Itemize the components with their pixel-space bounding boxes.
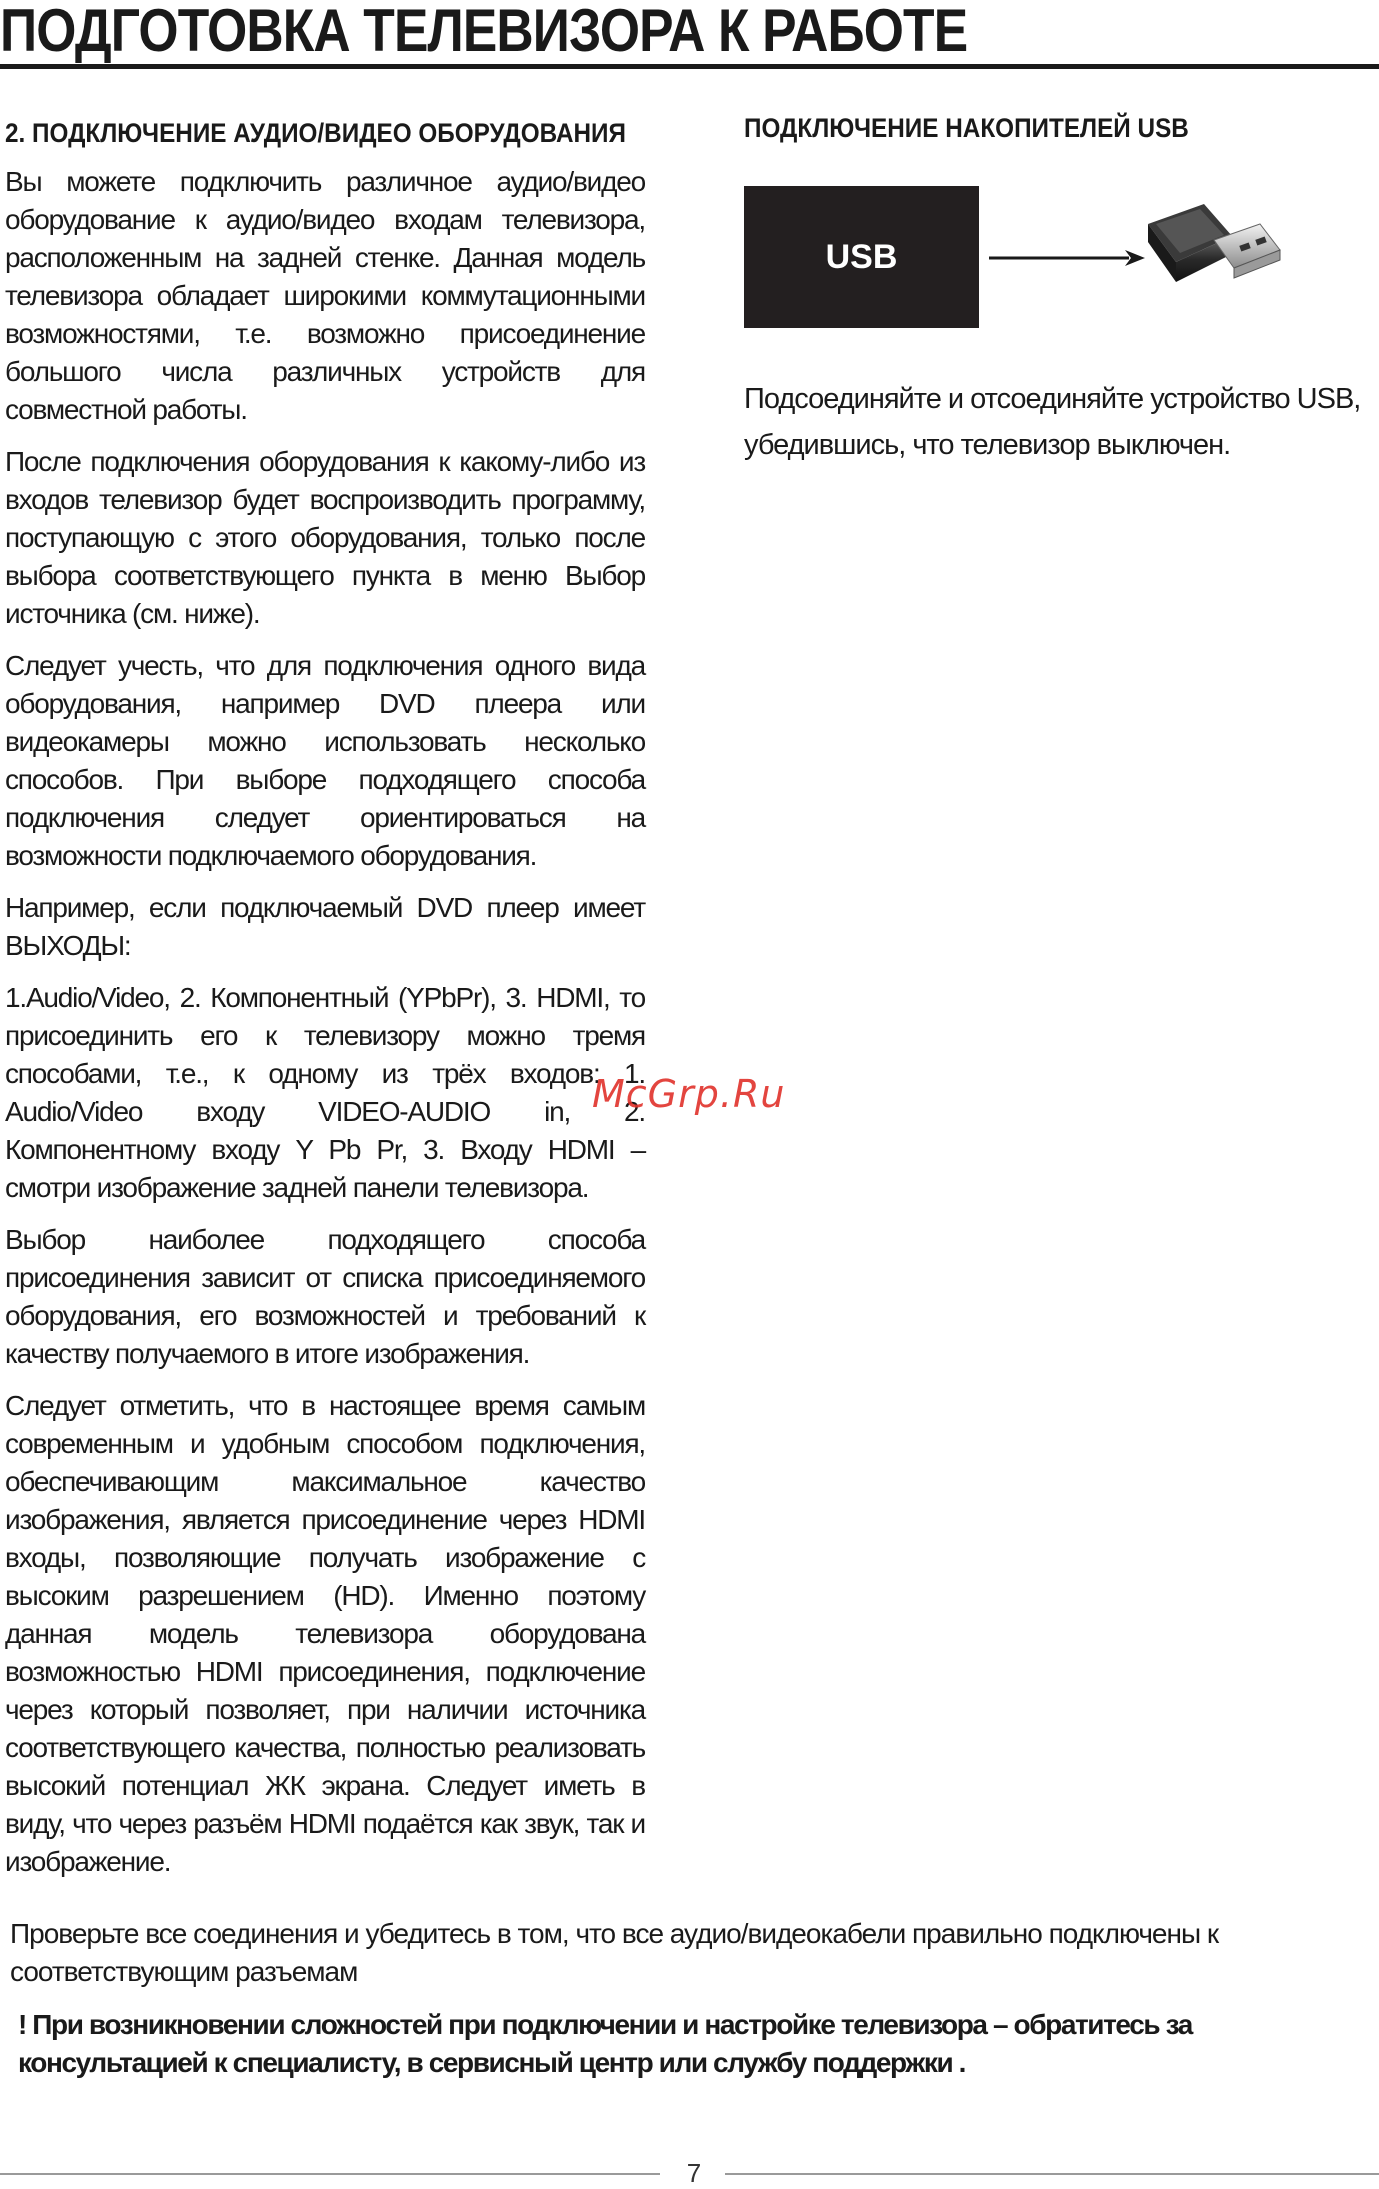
right-column (744, 110, 1364, 468)
page-number: 7 (686, 2158, 702, 2188)
paragraph: Например, если подключаемый DVD плеер имеет ВЫХОДЫ: (5, 892, 645, 961)
watermark: McGrp.Ru (592, 1072, 786, 1116)
section-heading-av: 2. ПОДКЛЮЧЕНИЕ АУДИО/ВИДЕО ОБОРУДОВАНИЯ (5, 118, 626, 148)
paragraph: После подключения оборудования к какому-либо из входов телевизор будет воспроизводить программу, поступающую с этого оборудования, только после выбора соответствующего пункта в меню Выбор источника (см. ниже). (5, 446, 645, 629)
warning-note: ! При возникновении сложностей при подключении и настройке телевизора – обратитесь за консультацией к специалисту, в сервисный центр или службу поддержки . (18, 2009, 1192, 2078)
paragraph: Следует учесть, что для подключения одного вида оборудования, например DVD плеера или видеокамеры можно использовать несколько способов. При выборе подходящего способа подключения следует ориентироваться на возможности подключаемого оборудования. (5, 650, 645, 871)
paragraph: Выбор наиболее подходящего способа присоединения зависит от списка присоединяемого оборудования, его возможностей и требований к качеству получаемого в итоге изображения. (5, 1224, 645, 1369)
usb-connection-figure (744, 186, 1344, 346)
paragraph: Следует отметить, что в настоящее время самым современным и удобным способом подключения, обеспечивающим максимальное качество изображения, является присоединение через HDMI входы, позволяющие получать изображение с высоким разрешением (HD). Именно поэтому данная модель телевизора оборудована возможностью HDMI присоединения, подключение через который позволяет, при наличии источника соответствующего качества, полностью реализовать высокий потенциал ЖК экрана. Следует иметь в виду, что через разъём HDMI подаётся как звук, так и изображение. (5, 1390, 645, 1877)
title-divider (0, 64, 1379, 69)
paragraph: 1.Audio/Video, 2. Компонентный (YPbPr), 3. HDMI, то присоединить его к телевизору можно тремя способами, т.е., к одному из трёх входов: 1. Audio/Video входу VIDEO-AUDIO in, 2. Компонентному входу Y Pb Pr, 3. Входу HDMI – смотри изображение задней панели телевизора. (5, 982, 645, 1203)
usb-flash-drive-icon (1144, 196, 1284, 306)
footer-divider-left (0, 2173, 660, 2175)
arrow-right-icon (989, 246, 1149, 270)
usb-port-label: USB (825, 237, 898, 276)
page-title: ПОДГОТОВКА ТЕЛЕВИЗОРА К РАБОТЕ (0, 0, 968, 64)
section-heading-usb: ПОДКЛЮЧЕНИЕ НАКОПИТЕЛЕЙ USB (744, 113, 1189, 143)
connection-check-note: Проверьте все соединения и убедитесь в том, что все аудио/видеокабели правильно подключены к соответствующим разъемам (10, 1918, 1219, 1987)
footer-divider-right (725, 2173, 1379, 2175)
paragraph: Вы можете подключить различное аудио/видео оборудование к аудио/видео входам телевизора, расположенным на задней стенке. Данная модель телевизора обладает широкими коммутационными возможностями, т.е. возможно присоединение большого числа различных устройств для совместной работы. (5, 166, 645, 425)
left-column (5, 115, 645, 1895)
usb-caption: Подсоединяйте и отсоединяйте устройство USB, убедившись, что телевизор выключен. (744, 383, 1361, 461)
usb-port-box (744, 186, 979, 328)
